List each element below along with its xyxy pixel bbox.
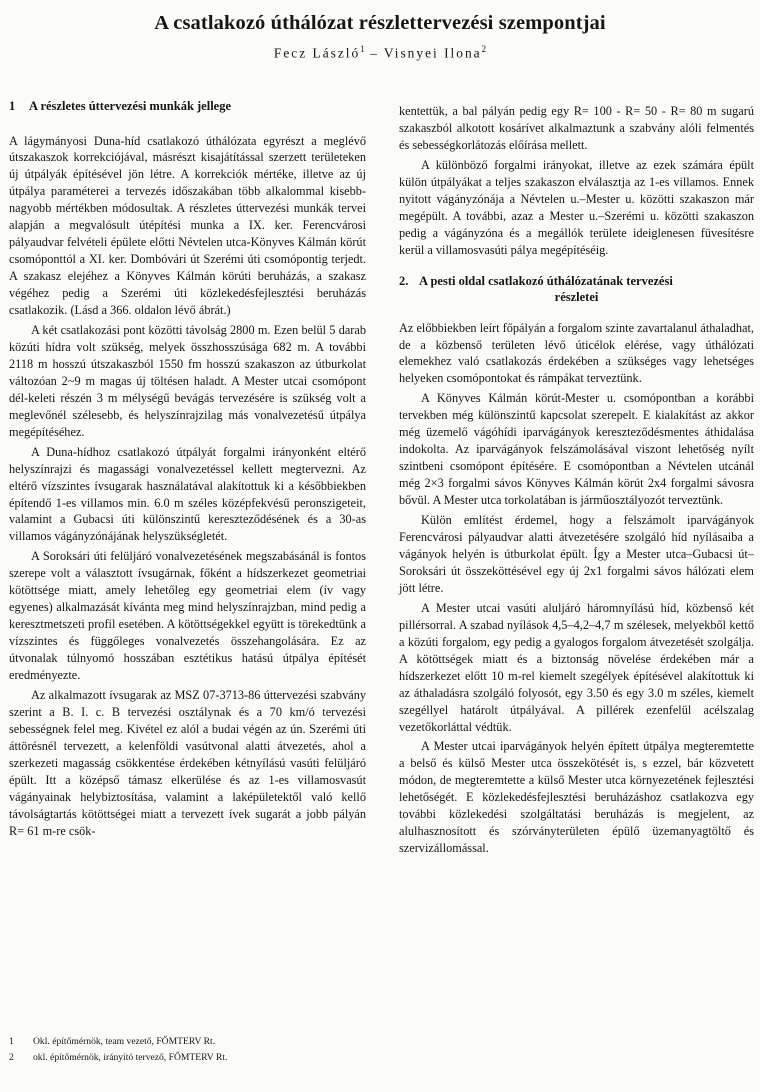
footnote-1-number: 1 xyxy=(9,1036,14,1047)
section-1-heading xyxy=(9,98,366,115)
section-2-number: 2. xyxy=(399,273,409,288)
section-2-heading xyxy=(399,273,754,306)
author-1: Fecz László xyxy=(273,45,361,61)
section-1-paragraph-5: Az alkalmazott ívsugarak az MSZ 07-3713-86 úttervezési szabvány szerint a B. I. c. B tervezési osztálynak és a 70 km/ó tervezési sebességnek felel meg. Kivétel ez alól a budai végén az ún. Szerémi úti áttörésnél tervezett, a kelenföldi vasútvonal alatti átvezetés, ahol a szerkezeti magasság csökkentése érdekében kétnyílású vasúti felüljáró épült. Itt a középső támasz elkerülése és az 1-es villamosvasút vágányainak helybiztosítása, valamint a laképületektől való kellő távolságtartás kötöttségei miatt a tervezett ívek sugarát a jobb pályán R= 61 m-re csök- xyxy=(9,688,366,838)
tram-paragraph: A különböző forgalmi irányokat, illetve az ezek számára épült külön útpályákat a teljes szakaszon elválasztja az 1-es villamos. Ennek nyitott vágányzónája a Névtelen u.–Mester u. közötti szakaszon már megépült. A további, azaz a Mester u.–Szerémi u. közötti szakaszon pedig a vágányzóna és a megállók területe ideiglenesen füvesítésre kerül a villamosvasúti pálya megépítéséig. xyxy=(399,157,754,257)
right-column xyxy=(399,103,754,857)
section-1-title: A részletes úttervezési munkák jellege xyxy=(29,99,232,113)
footnotes xyxy=(9,1034,369,1065)
section-2-paragraph-2: A Könyves Kálmán körút-Mester u. csomópontban a korábbi tervekben még különszintű kapcsolat szerepelt. E kialakítást az akkor még üzemelő vágóhídi iparvágányok kereszteződésmentes áthidalása indokolta. Az iparvágányok felszámolásával viszont lehetőség nyílt szintbeni csomópont építésére. E csomópontban a Névtelen utcánál még 2×3 forgalmi sávos Könyves Kálmán körút 2x4 forgalmi sávosra bővül. A Mester utca torkolatában is járműosztályozót terveztünk. xyxy=(399,391,754,508)
section-2-paragraph-1: Az előbbiekben leírt főpályán a forgalom szinte zavartalanul áthaladhat, de a közbenső területen lévő úticélok elérése, vagy úthálózati elemekhez való csatlakozás érdekében a szükséges vagy lehetséges helyeken csomópontokat és rámpákat terveztünk. xyxy=(399,320,754,386)
section-2-title-line-1: A pesti oldal csatlakozó úthálózatának tervezési xyxy=(419,273,673,288)
section-1-number: 1 xyxy=(9,99,16,113)
section-1-paragraph-2: A két csatlakozási pont közötti távolság 2800 m. Ezen belül 5 darab közúti hídra volt szükség, melyek összhosszúsága 682 m. A további 2118 m hosszú útszakaszból 1550 fm hosszú szakaszon az útburkolat változóan 2~9 m magas új töltésen haladt. A Mester utcai csomópont dél-keleti részén 3 m mélységű bevágás tervezésére is szükség volt a meglevőnél szélesebb, és helyszínrajzilag más vonalvezetésű útpálya megépítéséhez. xyxy=(9,322,366,439)
section-2-title-line-2: részletei xyxy=(554,290,599,305)
footnote-1-text: Okl. építőmérnök, team vezető, FŐMTERV Rt. xyxy=(33,1036,216,1047)
author-separator: – xyxy=(364,45,384,61)
footnote-1 xyxy=(9,1034,369,1050)
section-2-paragraph-4: A Mester utcai vasúti aluljáró háromnyílású híd, közbenső két pillérsorral. A szabad nyílások 4,5–4,2–4,7 m szélesek, melyekből kettő a közúti forgalom, egy pedig a gyalogos forgalom átvezetését szolgálja. A kötöttségek miatt és a biztonság növelése érdekében már a hídszerkezet előtt 10 m-rel kiemelt szegélyek építésével alakítottuk ki az áthaladásra szolgáló folyosót, egy 3.50 és egy 3.0 m széles, kiemelt szegéllyel határolt útpályával. A pillérek ezenfelül acélszalag vezetőkorláttal védtük. xyxy=(399,600,754,734)
section-1-paragraph-3: A Duna-hídhoz csatlakozó útpályát forgalmi irányonként eltérő helyszínrajzi és magassági vonalvezetéssel kellett megtervezni. Az eltérő vízszintes ívsugarak használatával alakítottuk ki a későbbiekben építendő 1-es villamos min. 6.0 m széles középfekvésű peronszigeteit, valamint a Gubacsi úti különszintű kereszteződésének és a 30-as villamos vágányzónájának helyszükségletét. xyxy=(9,444,366,544)
continuation-paragraph: kentettük, a bal pályán pedig egy R= 100 - R= 50 - R= 80 m sugarú szakaszból alkotott kosárívet alkalmaztunk a szabvány alóli felmentés és sebességkorlátozás előírása mellett. xyxy=(399,104,754,152)
footnote-2-text: okl. építőmérnök, irányító tervező, FŐMTERV Rt. xyxy=(33,1051,228,1063)
section-2-paragraph-3: Külön említést érdemel, hogy a felszámolt iparvágányok Ferencvárosi pályaudvar alatti átvezetésére szolgáló híd nyílásaiba a vágányok helyén is útburkolat épült. Így a Mester utca–Gubacsi út–Soroksári út összeköttésével egy új 2x1 forgalmi sávos hálózati elem jött létre. xyxy=(399,513,754,595)
section-1-paragraph-1: A lágymányosi Duna-híd csatlakozó úthálózata egyrészt a meglévő útszakaszok korrekciójával, másrészt kisajátítással szerzett területeken új útpályák építésével jön létre. A korrekciók mértéke, illetve az új útpálya paraméterei a tervezés időszakában több alkalommal kisebb-nagyobb mértékben módosultak. A részletes úttervezési munkák tervei alapján a megvalósult útépítési munka a IX. ker. Ferencvárosi pályaudvar felvételi épülete előtti Névtelen utca-Könyves Kálmán körút csomóponttól a XI. ker. Dombóvári út Szerémi úti csomópontig terjedt. A szakasz elejéhez a Könyves Kálmán körúti beruházás, a szakasz végéhez pedig a Szerémi úti közlekedésfejlesztési beruházás csatlakozik. (Lásd a 366. oldalon lévő ábrát.) xyxy=(9,133,366,318)
author-line xyxy=(0,44,760,61)
footnote-2-number: 2 xyxy=(9,1051,14,1063)
author-2-footnote-mark: 2 xyxy=(481,44,487,54)
article-title: A csatlakozó úthálózat részlettervezési szempontjai xyxy=(154,12,606,34)
left-column xyxy=(9,98,366,840)
footnote-2 xyxy=(9,1050,369,1066)
author-1-footnote-mark: 1 xyxy=(360,44,365,54)
section-2-paragraph-5: A Mester utcai iparvágányok helyén épített útpálya megteremtette a belső és külső Mester utca összekötését is, s ezzel, bár közvetett módon, de megteremtette a külső Mester utca környezetének fejlesztési lehetőségét. E közlekedésfejlesztési beruházáshoz csatlakozva egy további közlekedési szolgáltatási beruházás is megjelent, az alulhasznosított és szórványterületen épülő üzemanyagtöltő és szervizállomással. xyxy=(399,739,754,856)
author-2: Visnyei Ilona xyxy=(383,45,482,61)
section-1-paragraph-4: A Soroksári úti felüljáró vonalvezetésének megszabásánál is fontos szerepe volt a választott ívsugárnak, főként a hídszerkezet geometriai kötöttsége miatt, amely lehetőleg egy geometriai elem (ív vagy egyenes) alkalmazását kívánta meg mind helyszínrajzban, mind pedig a keresztmetszeti profil esetében. A kötöttségekkel együtt is törekedtünk a vízszintes és függőleges vonalvezetés összehangolására. Ez az útvonalak túlnyomó hosszában esztétikus hatású útpálya építését eredményezte. xyxy=(9,549,366,683)
